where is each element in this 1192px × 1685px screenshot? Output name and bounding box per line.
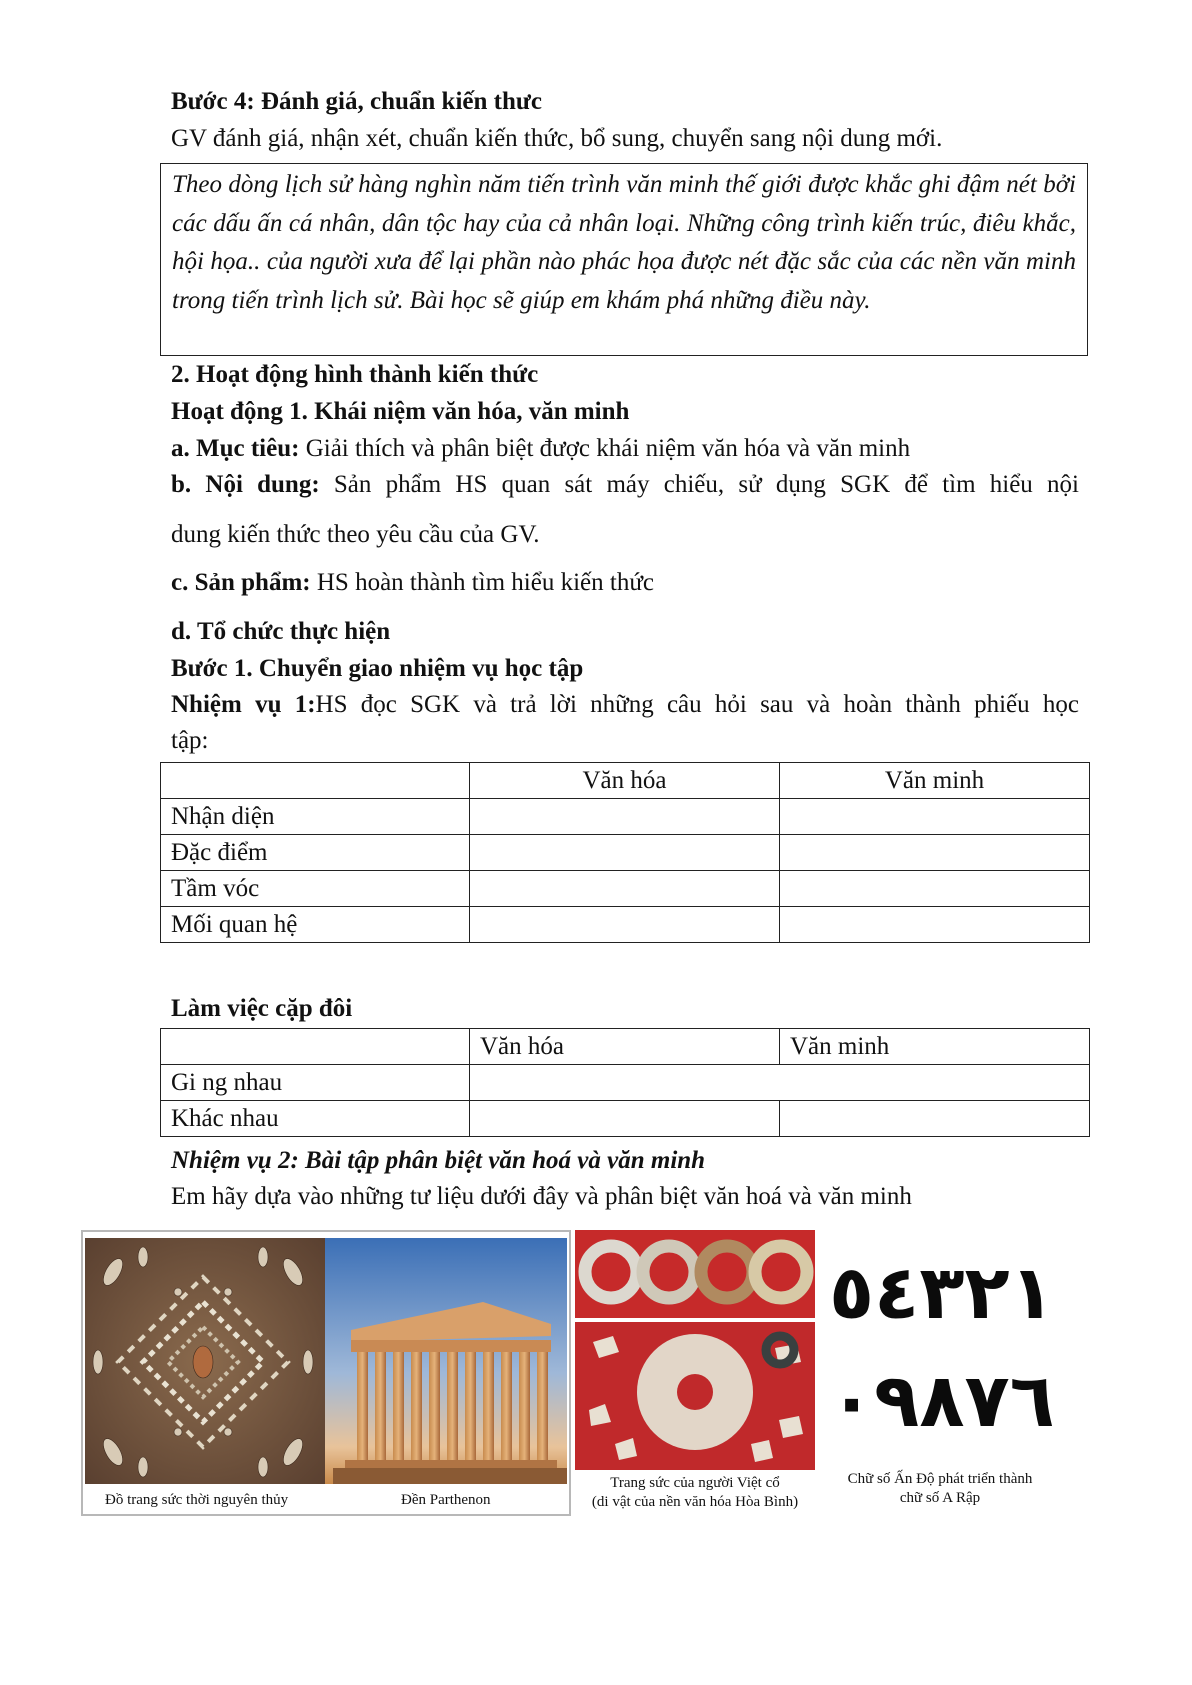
task1-label: Nhiệm vụ 1:	[171, 691, 316, 718]
step1-title: Bước 1. Chuyển giao nhiệm vụ học tập	[171, 655, 584, 682]
content-line-2: dung kiến thức theo yêu cầu của GV.	[171, 521, 540, 548]
row-label: Đặc điểm	[161, 835, 470, 871]
caption-numerals-2: chữ số A Rập	[899, 1490, 981, 1506]
section2-title: 2. Hoạt động hình thành kiến thức	[171, 361, 539, 388]
empty-cell	[780, 871, 1090, 907]
table-header-cell	[161, 763, 470, 799]
product-text: HS hoàn thành tìm hiểu kiến thức	[310, 569, 654, 596]
table-row	[161, 835, 1090, 871]
caption-hoabinh-2: (di vật của nền văn hóa Hòa Bình)	[591, 1494, 799, 1510]
figures-strip	[81, 1230, 1061, 1516]
figure-panel-left	[81, 1230, 571, 1516]
empty-cell	[780, 907, 1090, 943]
empty-cell	[780, 835, 1090, 871]
step4-text: GV đánh giá, nhận xét, chuẩn kiến thức, bổ sung, chuyển sang nội dung mới.	[171, 125, 943, 152]
table-row	[161, 799, 1090, 835]
task1-text-1: HS đọc SGK và trả lời những câu hỏi sau và hoàn thành phiếu học	[315, 691, 1079, 718]
content-text-1: Sản phẩm HS quan sát máy chiếu, sử dụng SGK để tìm hiểu nội	[319, 471, 1079, 498]
content-top	[171, 83, 1089, 157]
caption-hoabinh-1: Trang sức của người Việt cổ	[610, 1475, 780, 1491]
table-row	[161, 907, 1090, 943]
pair-work-table	[160, 1028, 1090, 1137]
figure-panel-numerals	[819, 1230, 1061, 1516]
empty-cell	[470, 799, 780, 835]
table-header-cell: Văn minh	[780, 1029, 1090, 1065]
prehistoric-jewelry-image	[83, 1232, 569, 1514]
worksheet-table	[160, 762, 1090, 943]
intro-box-text: Theo dòng lịch sử hàng nghìn năm tiến trình văn minh thế giới được khắc ghi đậm nét bởi các dấu ấn cá nhân, dân tộc hay của cả nhân loại. Những công trình kiến trúc, điêu khắc, hội họa.. của người xưa để lại phần nào phác họa được nét đặc sắc của các nền văn minh trong tiến trình lịch sử. Bài học sẽ giúp em khám phá những điều này.	[172, 171, 1076, 314]
row-label: Mối quan hệ	[161, 907, 470, 943]
table-header-cell	[161, 1029, 470, 1065]
table-header-cell: Văn hóa	[470, 1029, 780, 1065]
row-label: Nhận diện	[161, 799, 470, 835]
table-header-row	[161, 763, 1090, 799]
hoabinh-jewelry-image	[575, 1230, 815, 1470]
empty-cell	[470, 907, 780, 943]
empty-cell	[780, 799, 1090, 835]
caption-prehistoric-jewelry: Đồ trang sức thời nguyên thủy	[105, 1492, 289, 1508]
task1-line-2: tập:	[171, 727, 209, 754]
content-line-1	[171, 466, 1079, 503]
empty-cell	[780, 1101, 1090, 1137]
organize-title: d. Tổ chức thực hiện	[171, 618, 391, 645]
content-label: b. Nội dung:	[171, 471, 320, 498]
pair-work-title: Làm việc cặp đôi	[171, 995, 353, 1022]
empty-cell	[470, 871, 780, 907]
empty-cell	[470, 835, 780, 871]
goal-text: Giải thích và phân biệt được khái niệm văn hóa và văn minh	[299, 435, 911, 462]
table-row	[161, 871, 1090, 907]
empty-cell	[470, 1101, 780, 1137]
task2-text: Em hãy dựa vào những tư liệu dưới đây và phân biệt văn hoá và văn minh	[171, 1183, 912, 1210]
row-label: Gi ng nhau	[161, 1065, 470, 1101]
row-label: Tầm vóc	[161, 871, 470, 907]
table-header-cell: Văn hóa	[470, 763, 780, 799]
figure-panel-hoabinh	[575, 1230, 815, 1516]
table-row	[161, 1101, 1090, 1137]
caption-numerals-1: Chữ số Ấn Độ phát triển thành	[847, 1471, 1033, 1487]
product-line	[171, 564, 654, 601]
intro-box	[160, 163, 1088, 356]
product-label: c. Sản phẩm:	[171, 569, 311, 596]
caption-parthenon: Đền Parthenon	[401, 1492, 491, 1508]
activity1-title: Hoạt động 1. Khái niệm văn hóa, văn minh	[171, 398, 630, 425]
table-header-cell: Văn minh	[780, 763, 1090, 799]
goal-line	[171, 430, 910, 467]
arabic-numerals-row-1: ٥٤٣٢١	[829, 1250, 1055, 1336]
step4-title: Bước 4: Đánh giá, chuẩn kiến thưc	[171, 88, 542, 115]
task1-line-1	[171, 686, 1079, 723]
table-header-row	[161, 1029, 1090, 1065]
row-label: Khác nhau	[161, 1101, 470, 1137]
table-row	[161, 1065, 1090, 1101]
empty-cell	[470, 1065, 1090, 1101]
arabic-numerals-row-2: ٠٩٨٧٦	[829, 1358, 1055, 1444]
task2-title: Nhiệm vụ 2: Bài tập phân biệt văn hoá và văn minh	[171, 1147, 706, 1174]
goal-label: a. Mục tiêu:	[171, 435, 300, 462]
